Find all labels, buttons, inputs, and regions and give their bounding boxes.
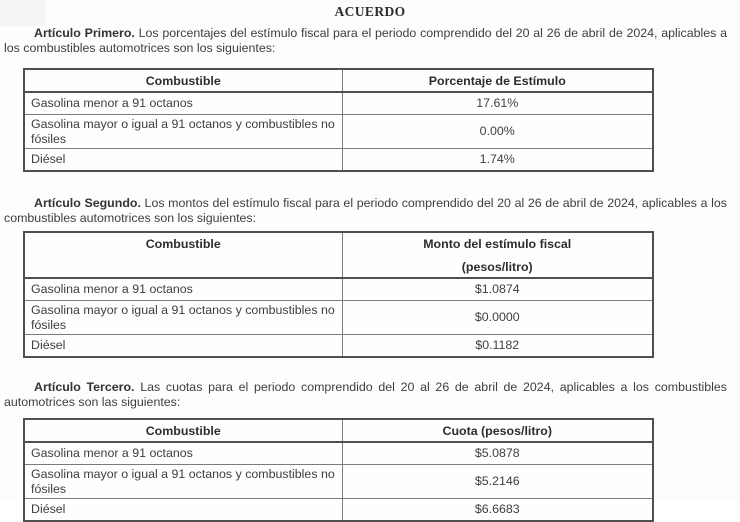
article-2-text: Los montos del estímulo fiscal para el periodo comprendido del 20 al 26 de abril de 2024, aplicables a los combustibles automotrices son los siguientes:	[4, 196, 727, 225]
table-row	[24, 301, 653, 335]
value-cell: $6.6683	[342, 499, 653, 522]
value-cell: $5.0878	[342, 442, 653, 465]
article-1-paragraph	[4, 26, 727, 56]
fuel-cell: Gasolina menor a 91 octanos	[24, 442, 342, 465]
table-row	[24, 499, 653, 522]
article-2-label: Artículo Segundo.	[34, 196, 141, 210]
quota-table	[23, 418, 654, 522]
table-header-row	[24, 232, 653, 278]
value-cell: $0.1182	[342, 335, 653, 358]
table-row	[24, 149, 653, 172]
fuel-column-header: Combustible	[24, 232, 342, 278]
table-row	[24, 115, 653, 149]
article-3-paragraph	[4, 380, 727, 410]
article-1-text: Los porcentajes del estímulo fiscal para el periodo comprendido del 20 al 26 de abril de 2024, aplicables a los combustibles automotrices son los siguientes:	[4, 26, 727, 55]
value-cell: 1.74%	[342, 149, 653, 172]
table-row	[24, 442, 653, 465]
stimulus-amount-table	[23, 231, 654, 358]
article-3-text: Las cuotas para el periodo comprendido del 20 al 26 de abril de 2024, aplicables a los combustibles automotrices son las siguientes:	[4, 380, 728, 409]
quota-column-header: Cuota (pesos/litro)	[342, 419, 653, 442]
fuel-cell: Gasolina menor a 91 octanos	[24, 92, 342, 115]
fuel-cell: Gasolina mayor o igual a 91 octanos y combustibles no fósiles	[24, 301, 342, 335]
table-header-row	[24, 419, 653, 442]
table-header-row	[24, 69, 653, 92]
document-title: ACUERDO	[334, 4, 406, 19]
table-row	[24, 278, 653, 301]
fuel-column-header: Combustible	[24, 69, 342, 92]
fuel-cell: Gasolina menor a 91 octanos	[24, 278, 342, 301]
value-cell: $5.2146	[342, 465, 653, 499]
amount-column-header	[342, 232, 653, 278]
fuel-cell: Diésel	[24, 335, 342, 358]
table-row	[24, 92, 653, 115]
fuel-cell: Diésel	[24, 149, 342, 172]
value-cell: $1.0874	[342, 278, 653, 301]
fuel-column-header: Combustible	[24, 419, 342, 442]
table-row	[24, 465, 653, 499]
amount-column-header-line2: (pesos/litro)	[461, 260, 533, 274]
fuel-cell: Gasolina mayor o igual a 91 octanos y combustibles no fósiles	[24, 115, 342, 149]
fuel-cell: Diésel	[24, 499, 342, 522]
table-row	[24, 335, 653, 358]
page-corner-artifact	[0, 0, 46, 26]
stimulus-percentage-table	[23, 68, 654, 172]
value-cell: 17.61%	[342, 92, 653, 115]
article-2-paragraph	[4, 196, 727, 226]
amount-column-header-line1: Monto del estímulo fiscal	[423, 237, 572, 251]
fuel-cell: Gasolina mayor o igual a 91 octanos y combustibles no fósiles	[24, 465, 342, 499]
value-cell: 0.00%	[342, 115, 653, 149]
percentage-column-header: Porcentaje de Estímulo	[342, 69, 653, 92]
article-1-label: Artículo Primero.	[34, 26, 135, 40]
article-3-label: Artículo Tercero.	[34, 380, 135, 394]
value-cell: $0.0000	[342, 301, 653, 335]
